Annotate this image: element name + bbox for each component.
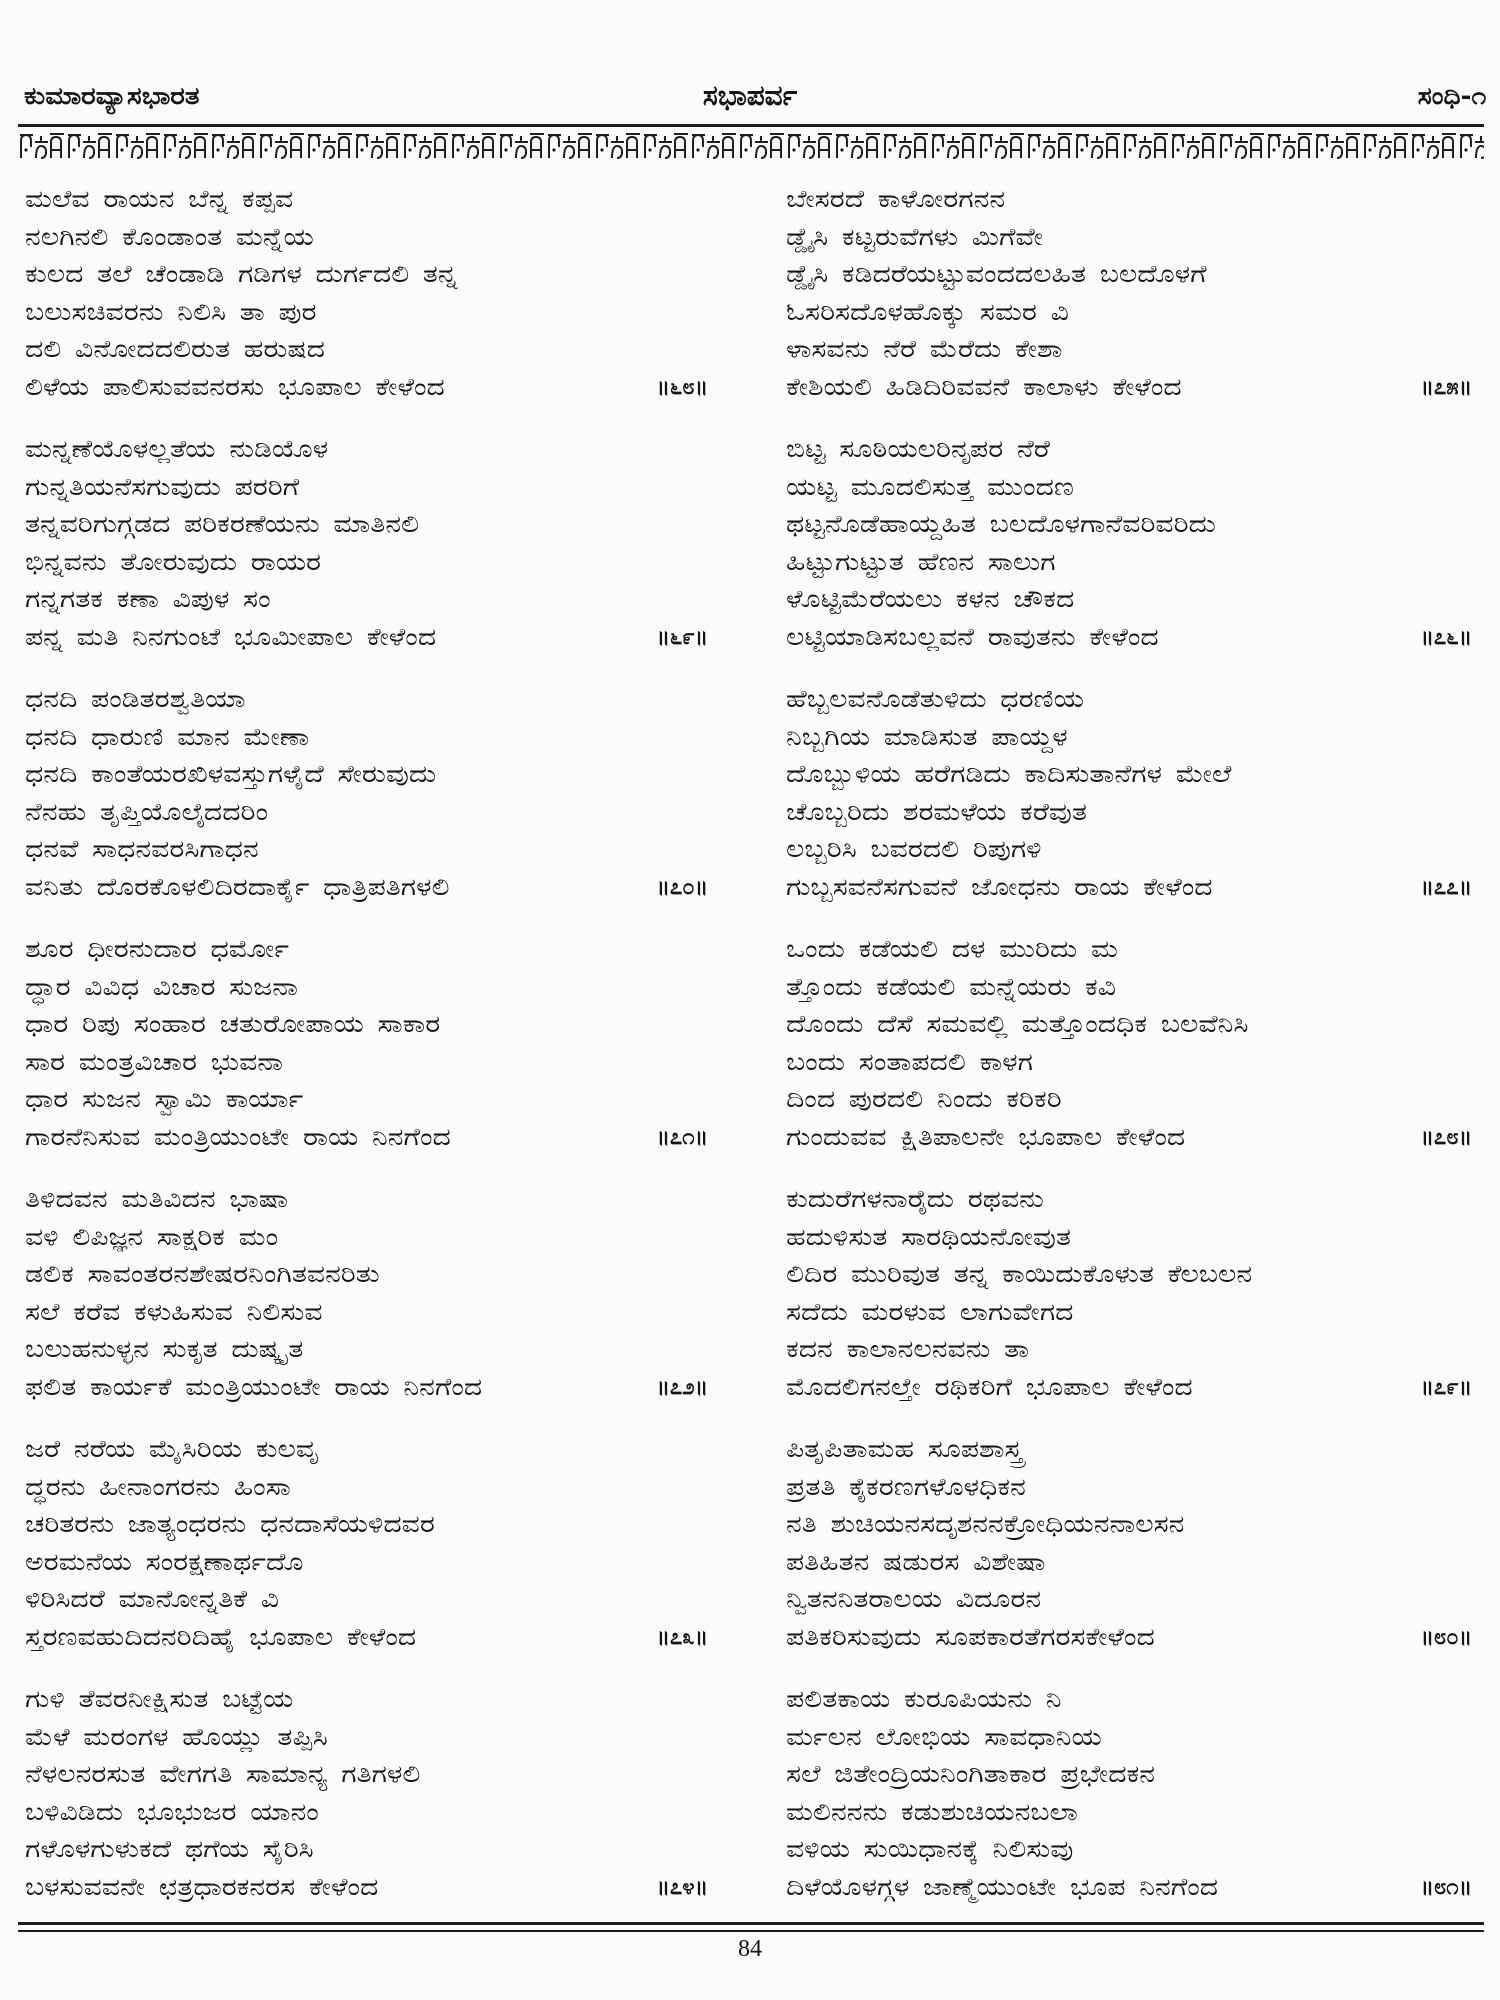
verse-line: ಗನ್ನಗತಕ ಕಣಾ ವಿಪುಳ ಸಂ <box>25 585 271 613</box>
verse-line: ಡ್ಡೈಸಿ ಕಟ್ಟರುವೆಗಳು ಮಿಗೆವೇ <box>786 222 1043 251</box>
verse-line: ನೆನಹು ತೃಪ್ತಿಯೊಲೈದದರಿಂ <box>25 797 269 826</box>
verse-number: ॥೭೬॥ <box>1420 624 1472 650</box>
stanza <box>25 181 712 406</box>
stanza <box>25 681 712 906</box>
verse-line: ಮನ್ನಣೆಯೊಳಲ್ಲತೆಯ ನುಡಿಯೊಳ <box>25 435 329 463</box>
verse-line: ದ್ಧರನು ಹೀನಾಂಗರನು ಹಿಂಸಾ <box>25 1472 291 1501</box>
verse-line: ಮೆಳೆ ಮರಂಗಳ ಹೊಯ್ಲು ತಪ್ಪಿಸಿ <box>25 1722 328 1751</box>
stanza <box>25 431 712 656</box>
stanza <box>786 431 1476 656</box>
left-column <box>25 181 712 1931</box>
verse-number: ॥೮೦॥ <box>1420 1624 1472 1650</box>
verse-line: ಪತಿಕರಿಸುವುದು ಸೂಪಕಾರತೆಗರಸಕೇಳೆಂದ <box>786 1622 1155 1651</box>
verse-line: ವನಿತು ದೊರಕೊಳಲಿದಿರದಾರ್ಕೈ ಧಾತ್ರಿಪತಿಗಳಲಿ <box>25 872 450 901</box>
verse-line: ಪತಿಹಿತನ ಷಡುರಸ ವಿಶೇಷಾ <box>786 1547 1046 1576</box>
verse-line: ತನ್ನವರಿಗುಗ್ಗಡದ ಪರಿಕರಣೆಯನು ಮಾತಿನಲಿ <box>25 510 420 538</box>
verse-line: ಪ್ರತತಿ ಕೈಕರಣಗಳೊಳಧಿಕನ <box>786 1472 1026 1501</box>
footer-rule-thin <box>18 1930 1484 1932</box>
sandhi-label: ಸಂಧಿ-೧ <box>1417 82 1486 110</box>
verse-line: ಬಲುಸಚಿವರನು ನಿಲಿಸಿ ತಾ ಪುರ <box>25 297 317 326</box>
verse-line: ಲಿಳೆಯ ಪಾಲಿಸುವವನರಸು ಭೂಪಾಲ ಕೇಳೆಂದ <box>25 372 445 401</box>
verse-line: ರ್ಮಲನ ಲೋಭಿಯ ಸಾವಧಾನಿಯ <box>786 1722 1102 1751</box>
verse-line: ಚರಿತರನು ಜಾತ್ಯಂಧರನು ಧನದಾಸೆಯಳಿದವರ <box>25 1510 435 1538</box>
verse-line: ಧಾರ ಸುಜನ ಸ್ವಾಮಿ ಕಾರ್ಯಾ <box>25 1085 304 1113</box>
verse-number: ॥೭೧॥ <box>656 1124 708 1150</box>
verse-line: ವಳಿ ಲಿಪಿಜ್ಞನ ಸಾಕ್ಷರಿಕ ಮಂ <box>25 1222 279 1251</box>
verse-line: ಮಲೆವ ರಾಯನ ಬೆನ್ನ ಕಪ್ಪವ <box>25 185 294 213</box>
footer-rule <box>18 1922 1484 1925</box>
verse-line: ಮೊದಲಿಗನಲ್ತೇ ರಥಿಕರಿಗೆ ಭೂಪಾಲ ಕೇಳೆಂದ <box>786 1372 1193 1401</box>
stanza <box>25 1431 712 1656</box>
verse-number: ॥೭೨॥ <box>656 1374 708 1400</box>
verse-line: ಕೇಶಿಯಲಿ ಹಿಡಿದಿರಿವವನೆ ಕಾಲಾಳು ಕೇಳೆಂದ <box>786 372 1182 401</box>
verse-line: ಳಾಸವನು ನೆರೆ ಮೆರೆದು ಕೇಶಾ <box>786 335 1063 363</box>
book-title: ಕುಮಾರವ್ಯಾಸಭಾರತ <box>24 82 200 110</box>
verse-number: ॥೭೩॥ <box>656 1624 708 1650</box>
verse-line: ತಿಳಿದವನ ಮತಿವಿದನ ಭಾಷಾ <box>25 1185 288 1213</box>
verse-line: ಲಿದಿರ ಮುರಿವುತ ತನ್ನ ಕಾಯಿದುಕೊಳುತ ಕೆಲಬಲನ <box>786 1260 1253 1288</box>
verse-line: ಹಿಟ್ಟುಗುಟ್ಟುತ ಹೆಣನ ಸಾಲುಗ <box>786 547 1056 576</box>
verse-line: ಕುಲದ ತಲೆ ಚೆಂಡಾಡಿ ಗಡಿಗಳ ದುರ್ಗದಲಿ ತನ್ನ <box>25 260 458 288</box>
verse-line: ಜರೆ ನರೆಯ ಮೈಸಿರಿಯ ಕುಲವೃ <box>25 1435 320 1463</box>
verse-line: ಪನ್ನ ಮತಿ ನಿನಗುಂಟೆ ಭೂಮೀಪಾಲ ಕೇಳೆಂದ <box>25 622 437 651</box>
stanza <box>786 181 1476 406</box>
verse-line: ಬಂದು ಸಂತಾಪದಲಿ ಕಾಳಗ <box>786 1047 1033 1076</box>
verse-line: ಗುಬ್ಬಸವನೆಸಗುವನೆ ಜೋಧನು ರಾಯ ಕೇಳೆಂದ <box>786 872 1213 901</box>
verse-line: ವಳಿಯ ಸುಯಿಧಾನಕ್ಕೆ ನಿಲಿಸುವು <box>786 1835 1074 1863</box>
verse-line: ಫಲಿತ ಕಾರ್ಯಕೆ ಮಂತ್ರಿಯುಂಟೇ ರಾಯ ನಿನಗೆಂದ <box>25 1372 483 1401</box>
stanza <box>25 1181 712 1406</box>
verse-line: ಪಿತೃಪಿತಾಮಹ ಸೂಪಶಾಸ್ತ್ರ <box>786 1435 1023 1463</box>
verse-line: ಳಿರಿಸಿದರೆ ಮಾನೋನ್ನತಿಕೆ ವಿ <box>25 1585 280 1613</box>
verse-line: ತ್ತೊಂದು ಕಡೆಯಲಿ ಮನ್ನೆಯರು ಕವಿ <box>786 972 1116 1001</box>
verse-line: ನಲಗಿನಲಿ ಕೊಂಡಾಂತ ಮನ್ನೆಯ <box>25 222 314 251</box>
verse-line: ದಿಳೆಯೊಳಗ್ಗಳ ಜಾಣ್ಮೆಯುಂಟೇ ಭೂಪ ನಿನಗೆಂದ <box>786 1872 1219 1901</box>
verse-line: ಧಾರ ರಿಪು ಸಂಹಾರ ಚತುರೋಪಾಯ ಸಾಕಾರ <box>25 1010 441 1038</box>
verse-line: ಹೆಬ್ಬಲವನೊಡೆತುಳಿದು ಧರಣಿಯ <box>786 685 1084 713</box>
verse-line: ಧನದಿ ಪಂಡಿತರಶ್ವತಿಯಾ <box>25 685 246 713</box>
verse-line: ಬಿಟ್ಟ ಸೂಠಿಯಲರಿನೃಪರ ನೆರೆ <box>786 435 1050 463</box>
verse-line: ನಿಬ್ಬಗಿಯ ಮಾಡಿಸುತ ಪಾಯ್ದಳ <box>786 722 1068 751</box>
verse-line: ಗುಳಿ ತೆವರನೀಕ್ಷಿಸುತ ಬಟ್ಟೆಯ <box>25 1685 294 1713</box>
verse-line: ಧನದಿ ಕಾಂತೆಯರಖಿಳವಸ್ತುಗಳೈದೆ ಸೇರುವುದು <box>25 760 437 788</box>
stanza <box>786 1181 1476 1406</box>
verse-line: ಬಲುಹನುಳ್ಳನ ಸುಕೃತ ದುಷ್ಕೃತ <box>25 1335 304 1363</box>
verse-number: ॥೭೦॥ <box>656 874 708 900</box>
verse-line: ಭಿನ್ನವನು ತೋರುವುದು ರಾಯರ <box>25 547 322 576</box>
verse-number: ॥೮೧॥ <box>1420 1874 1472 1900</box>
verse-line: ಕದನ ಕಾಲಾನಲನವನು ತಾ <box>786 1335 1030 1363</box>
verse-line: ಒಂದು ಕಡೆಯಲಿ ದಳ ಮುರಿದು ಮ <box>786 935 1118 963</box>
verse-line: ದೊಬ್ಬುಳಿಯ ಹರೆಗಡಿದು ಕಾದಿಸುತಾನೆಗಳ ಮೇಲೆ <box>786 760 1232 788</box>
verse-line: ಓಸರಿಸದೊಳಹೊಕ್ಕು ಸಮರ ವಿ <box>786 297 1069 326</box>
verse-line: ಕುದುರೆಗಳನಾರೈದು ರಥವನು <box>786 1185 1044 1213</box>
verse-line: ಶೂರ ಧೀರನುದಾರ ಧರ್ಮೋ <box>25 935 289 963</box>
verse-line: ಲಟ್ಟಿಯಾಡಿಸಬಲ್ಲವನೆ ರಾವುತನು ಕೇಳೆಂದ <box>786 622 1159 651</box>
verse-line: ಸ್ತರಣವಹುದಿದನರಿದಿಹೈ ಭೂಪಾಲ ಕೇಳೆಂದ <box>25 1622 417 1651</box>
verse-number: ॥೬೯॥ <box>656 624 708 650</box>
stanza <box>25 1681 712 1906</box>
verse-line: ಗುಂದುವವ ಕ್ಷಿತಿಪಾಲನೇ ಭೂಪಾಲ ಕೇಳೆಂದ <box>786 1122 1186 1151</box>
verse-line: ಥಟ್ಟನೊಡೆಹಾಯ್ದಹಿತ ಬಲದೊಳಗಾನೆವರಿವರಿದು <box>786 510 1216 538</box>
verse-line: ಯಟ್ಟ ಮೂದಲಿಸುತ್ತ ಮುಂದಣ <box>786 472 1074 501</box>
verse-number: ॥೭೮॥ <box>1420 1124 1472 1150</box>
verse-line: ಲಬ್ಬರಿಸಿ ಬವರದಲಿ ರಿಪುಗಳಿ <box>786 835 1042 863</box>
verse-line: ಡಲಿಕ ಸಾವಂತರನಶೇಷರನಿಂಗಿತವನರಿತು <box>25 1260 380 1288</box>
verse-line: ಸಲೆ ಕರೆವ ಕಳುಹಿಸುವ ನಿಲಿಸುವ <box>25 1297 323 1326</box>
verse-line: ಪಲಿತಕಾಯ ಕುರೂಪಿಯನು ನಿ <box>786 1685 1062 1713</box>
verse-line: ಬಳಿವಿಡಿದು ಭೂಭುಜರ ಯಾನಂ <box>25 1797 319 1826</box>
verse-line: ಚೊಬ್ಬರಿದು ಶರಮಳೆಯ ಕರೆವುತ <box>786 797 1087 826</box>
stanza <box>786 1431 1476 1656</box>
verse-number: ॥೭೫॥ <box>1420 374 1472 400</box>
verse-line: ನತಿ ಶುಚಿಯನಸದೃಶನನಕ್ರೋಧಿಯನನಾಲಸನ <box>786 1510 1185 1538</box>
verse-line: ಧನದಿ ಧಾರುಣಿ ಮಾನ ಮೇಣಾ <box>25 722 310 751</box>
verse-line: ಸಾರ ಮಂತ್ರವಿಚಾರ ಭುವನಾ <box>25 1047 284 1076</box>
verse-number: ॥೭೭॥ <box>1420 874 1472 900</box>
verse-line: ಬೇಸರದೆ ಕಾಳೋರಗನನ <box>786 185 1006 213</box>
verse-line: ಡ್ಡೈಸಿ ಕಡಿದರೆಯಟ್ಟುವಂದದಲಹಿತ ಬಲದೊಳಗೆ <box>786 260 1207 288</box>
verse-line: ದೊಂದು ದೆಸೆ ಸಮವಲ್ಲಿ ಮತ್ತೊಂದಧಿಕ ಬಲವೆನಿಸಿ <box>786 1010 1249 1038</box>
verse-number: ॥೬೮॥ <box>656 374 708 400</box>
stanza <box>786 931 1476 1156</box>
verse-line: ಹದುಳಿಸುತ ಸಾರಥಿಯನೋವುತ <box>786 1222 1071 1251</box>
verse-line: ದಲಿ ವಿನೋದದಲಿರುತ ಹರುಷದ <box>25 335 325 363</box>
ornamental-border <box>18 130 1484 164</box>
parva-title: ಸಭಾಪರ್ವ <box>702 79 798 112</box>
page-number: 84 <box>738 1936 762 1962</box>
verse-line: ಧನವೆ ಸಾಧನವರಸಿಗಾಧನ <box>25 835 259 863</box>
verse-line: ಗುನ್ನತಿಯನೆಸಗುವುದು ಪರರಿಗೆ <box>25 472 300 501</box>
stanza <box>786 681 1476 906</box>
stanza <box>786 1681 1476 1906</box>
verse-number: ॥೭೯॥ <box>1420 1374 1472 1400</box>
verse-line: ಗಳೊಳಗುಳುಕದೆ ಥಗೆಯ ಸೈರಿಸಿ <box>25 1835 314 1863</box>
verse-line: ಅರಮನೆಯ ಸಂರಕ್ಷಣಾರ್ಥದೊ <box>25 1547 304 1576</box>
stanza <box>25 931 712 1156</box>
verse-line: ಮಲಿನನನು ಕಡುಶುಚಿಯನಬಲಾ <box>786 1797 1078 1826</box>
verse-line: ನೆಳಲನರಸುತ ವೇಗಗತಿ ಸಾಮಾನ್ಯ ಗತಿಗಳಲಿ <box>25 1760 421 1788</box>
verse-line: ಗಾರನೆನಿಸುವ ಮಂತ್ರಿಯುಂಟೇ ರಾಯ ನಿನಗೆಂದ <box>25 1122 451 1151</box>
verse-number: ॥೭೪॥ <box>656 1874 708 1900</box>
verse-line: ಸದೆದು ಮರಳುವ ಲಾಗುವೇಗದ <box>786 1297 1074 1326</box>
verse-line: ಬಳಸುವವನೇ ಛತ್ರಧಾರಕನರಸ ಕೇಳೆಂದ <box>25 1872 379 1901</box>
right-column <box>786 181 1476 1931</box>
verse-line: ಸಲೆ ಜಿತೇಂದ್ರಿಯನಿಂಗಿತಾಕಾರ ಪ್ರಭೇದಕನ <box>786 1760 1156 1788</box>
verse-line: ಳೊಟ್ಟಿಮೆರೆಯಲು ಕಳನ ಚೌಕದ <box>786 585 1075 613</box>
verse-line: ದ್ಧಾರ ವಿವಿಧ ವಿಚಾರ ಸುಜನಾ <box>25 972 298 1001</box>
header-rule <box>18 124 1484 127</box>
verse-line: ದಿಂದ ಪುರದಲಿ ನಿಂದು ಕರಿಕರಿ <box>786 1085 1062 1113</box>
verse-line: ನ್ವಿತನನಿತರಾಲಯ ವಿದೂರನ <box>786 1585 1042 1613</box>
